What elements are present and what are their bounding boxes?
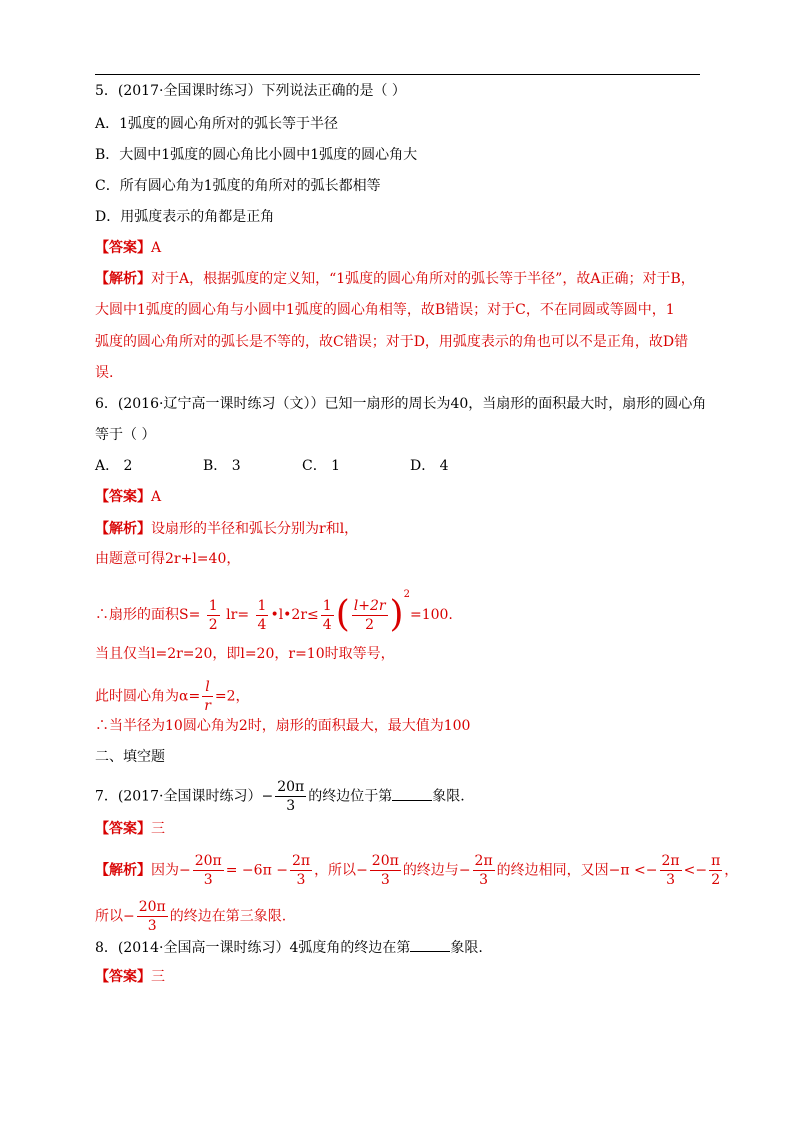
q6-option-d: D． 4 — [410, 458, 449, 474]
alpha-result: =2， — [214, 688, 250, 705]
q5-option-b: B．大圆中1弧度的圆心角比小圆中1弧度的圆心角大 — [95, 147, 418, 163]
left-paren: ( — [335, 594, 350, 635]
q7-stem — [95, 778, 465, 815]
minus-sign: − — [123, 908, 135, 925]
q7-stem-prefix: 7．(2017·全国课时练习） — [95, 788, 262, 805]
q6-analysis-line-1 — [95, 520, 358, 538]
right-paren: ) — [389, 594, 404, 635]
so-term: ，所以 — [314, 862, 357, 879]
analysis-conclusion: 的终边在第三象限. — [169, 908, 287, 925]
q6-alpha-formula — [95, 678, 250, 715]
answer-value: 三 — [151, 969, 165, 985]
q5-option-c: C．所有圆心角为1弧度的角所对的弧长都相等 — [95, 178, 381, 194]
q6-area-formula — [95, 586, 453, 634]
answer-blank[interactable] — [392, 786, 432, 801]
answer-label: 【答案】 — [95, 240, 151, 256]
q6-analysis-line-4: 当且仅当l=2r=20，即l=20，r=10时取等号， — [95, 646, 395, 662]
fraction-2pi-over-3: $\frac{2\pi}{3}$ — [474, 853, 493, 888]
minus-sign: − — [645, 862, 658, 879]
exponent: 2 — [403, 589, 410, 600]
fraction-20pi-over-3: $\frac{20\pi}{3}$ — [194, 853, 222, 888]
q6-analysis-line-2: 由题意可得2r+l=40， — [95, 551, 241, 567]
q7-answer — [95, 820, 165, 838]
fraction-pi-over-2: $\frac{\pi}{2}$ — [711, 853, 721, 888]
q5-option-a: A．1弧度的圆心角所对的弧长等于半径 — [95, 116, 339, 132]
answer-label: 【答案】 — [95, 821, 151, 837]
same-side: 的终边相同，又因 — [496, 862, 609, 879]
minus-sign: − — [179, 862, 191, 879]
fraction-one-half: $\frac{1}{2}$ — [208, 597, 218, 633]
q5-answer — [95, 239, 161, 257]
fraction-2pi-over-3: $\frac{2\pi}{3}$ — [291, 853, 311, 888]
analysis-label: 【解析】 — [95, 271, 151, 287]
alpha-prefix: 此时圆心角为α= — [95, 688, 201, 705]
q7-analysis-line-2 — [95, 898, 286, 935]
answer-value: A — [151, 240, 162, 256]
q6-option-a: A． 2 — [95, 458, 133, 474]
q5-option-d: D．用弧度表示的角都是正角 — [95, 209, 275, 225]
answer-label: 【答案】 — [95, 489, 151, 505]
minus-sign: − — [261, 788, 274, 805]
equals-term: = −6π − — [225, 862, 288, 879]
neg-pi-lt: −π < — [608, 862, 646, 879]
fraction-20pi-over-3: $\frac{20\pi}{3}$ — [138, 899, 166, 934]
answer-value: A — [151, 489, 162, 505]
answer-label: 【答案】 — [95, 969, 151, 985]
analysis-label: 【解析】 — [95, 862, 151, 879]
answer-value: 三 — [151, 821, 165, 837]
q6-answer — [95, 488, 161, 506]
fraction-2pi-over-3: $\frac{2\pi}{3}$ — [661, 853, 680, 888]
inequality-term: •l•2r≤ — [270, 607, 319, 623]
fraction-20pi-over-3: $\frac{20\pi}{3}$ — [371, 853, 399, 888]
minus-sign: − — [356, 862, 368, 879]
fraction-one-quarter: $\frac{1}{4}$ — [257, 597, 267, 633]
analysis-text: 对于A，根据弧度的定义知，“1弧度的圆心角所对的弧长等于半径”，故A正确；对于B， — [151, 271, 695, 287]
area-prefix: ∴扇形的面积S= — [95, 607, 201, 623]
side-with: 的终边与 — [402, 862, 459, 879]
section-heading: 二、填空题 — [95, 749, 165, 765]
q7-stem-end: 象限. — [432, 788, 465, 805]
fraction-one-quarter-2: $\frac{1}{4}$ — [322, 597, 332, 633]
q7-stem-suffix: 的终边位于第 — [308, 788, 393, 805]
q6-conclusion: ∴当半径为10圆心角为2时，扇形的面积最大，最大值为100 — [95, 718, 471, 734]
header-rule — [95, 74, 700, 75]
fraction-l-over-r: $\frac{l}{r}$ — [204, 679, 211, 714]
q5-analysis-line-4: 误. — [95, 365, 114, 381]
q6-stem-line-2: 等于（ ） — [95, 427, 156, 443]
q5-analysis-line-1 — [95, 270, 695, 288]
q8-stem-end: 象限. — [450, 940, 483, 956]
q6-stem-line-1: 6．(2016·辽宁高一课时练习（文））已知一扇形的周长为40，当扇形的面积最大时，扇形的圆心角 — [95, 396, 707, 412]
analysis-text: 设扇形的半径和弧长分别为r和l， — [151, 521, 359, 537]
because: 因为 — [151, 862, 179, 879]
fraction-20pi-over-3: $\frac{20\pi}{3}$ — [277, 779, 305, 814]
q6-option-c: C． 1 — [302, 458, 341, 474]
fraction-l-plus-2r-over-2: $\frac{l+2r}{2}$ — [353, 597, 386, 633]
lt-sign: < — [683, 862, 696, 879]
minus-sign: − — [458, 862, 471, 879]
q5-analysis-line-3: 弧度的圆心角所对的弧长是不等的，故C错误；对于D，用弧度表示的角也可以不是正角，故D错 — [95, 334, 689, 350]
area-result: =100. — [409, 607, 453, 623]
q5-stem: 5．(2017·全国课时练习）下列说法正确的是（ ） — [95, 83, 406, 99]
so-prefix: 所以 — [95, 908, 123, 925]
q8-answer — [95, 968, 165, 986]
q7-analysis-line-1 — [95, 852, 738, 889]
minus-sign: − — [695, 862, 708, 879]
comma: ， — [724, 862, 739, 879]
q5-analysis-line-2: 大圆中1弧度的圆心角与小圆中1弧度的圆心角相等，故B错误；对于C，不在同圆或等圆中，1 — [95, 302, 675, 318]
q8-stem-prefix: 8．(2014·全国高一课时练习）4弧度角的终边在第 — [95, 940, 411, 956]
q6-option-b: B． 3 — [203, 458, 241, 474]
lr-term: lr= — [226, 607, 250, 623]
answer-blank[interactable] — [410, 937, 450, 952]
q8-stem — [95, 937, 483, 957]
analysis-label: 【解析】 — [95, 521, 151, 537]
